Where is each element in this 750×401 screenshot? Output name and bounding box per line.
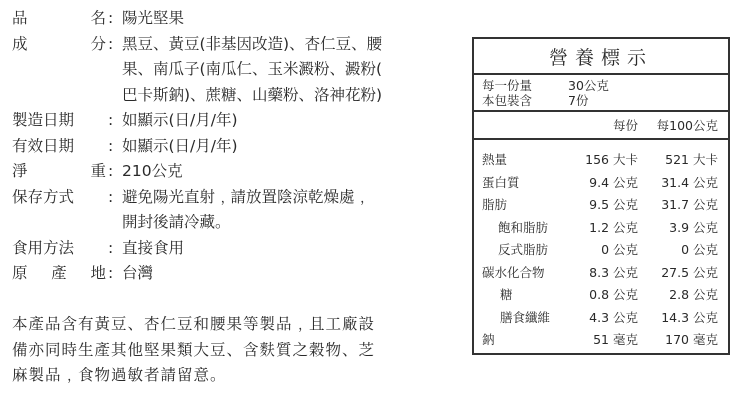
info-value: 黑豆、黃豆(非基因改造)、杏仁豆、腰 xyxy=(122,34,383,53)
nutrition-rows xyxy=(474,140,728,351)
info-label-part: 地 xyxy=(90,264,106,282)
col-per-100g: 每100公克 xyxy=(656,118,718,133)
nutrient-name: 蛋白質 xyxy=(482,174,520,190)
nutrition-panel xyxy=(472,37,730,355)
nutrient-per-100g: 31.4 公克 xyxy=(661,174,718,190)
nutrition-row xyxy=(474,171,728,194)
info-row xyxy=(12,57,452,83)
info-label-part: 產 xyxy=(51,264,67,282)
nutrient-name: 脂肪 xyxy=(482,197,508,213)
info-row xyxy=(12,159,452,185)
info-row xyxy=(12,83,452,109)
servings-per-pack-value: 7份 xyxy=(568,93,589,108)
nutrient-name: 熱量 xyxy=(482,152,508,168)
nutrient-per-100g: 521 大卡 xyxy=(665,152,718,168)
nutrient-name: 膳食纖維 xyxy=(500,309,551,325)
info-label xyxy=(12,159,108,185)
allergen-line: 麻製品﹐食物過敏者請留意。 xyxy=(12,366,227,384)
info-colon: : xyxy=(108,238,114,257)
info-colon: : xyxy=(108,9,114,27)
nutrient-per-100g: 27.5 公克 xyxy=(661,264,718,280)
nutrient-per-100g: 2.8 公克 xyxy=(669,287,718,303)
nutrient-name: 反式脂肪 xyxy=(498,242,549,258)
info-value: 開封後請冷藏。 xyxy=(122,213,231,231)
nutrient-name: 鈉 xyxy=(482,332,495,348)
nutrition-row xyxy=(474,238,728,261)
info-value: 直接食用 xyxy=(122,238,185,257)
info-colon xyxy=(108,210,122,236)
info-label xyxy=(12,185,108,211)
nutrient-per-serving: 0 公克 xyxy=(601,242,638,258)
info-label-part: 有效日期 xyxy=(12,136,75,155)
nutrient-per-serving: 9.4 公克 xyxy=(589,174,638,190)
info-value: 如顯示(日/月/年) xyxy=(122,111,238,129)
nutrition-row xyxy=(474,193,728,216)
info-label xyxy=(12,108,108,134)
info-colon: : xyxy=(108,34,114,53)
info-label xyxy=(12,6,108,32)
info-label-part: 成 xyxy=(12,34,28,53)
nutrition-row xyxy=(474,261,728,284)
info-value: 巴卡斯鈉)、蔗糖、山藥粉、洛神花粉) xyxy=(122,85,383,104)
info-row xyxy=(12,6,452,32)
info-row xyxy=(12,32,452,58)
info-label xyxy=(12,261,108,287)
info-row xyxy=(12,108,452,134)
nutrient-per-serving: 51 毫克 xyxy=(593,332,638,348)
info-value: 避免陽光直射﹐請放置陰涼乾燥處﹐ xyxy=(122,187,371,206)
nutrient-per-100g: 14.3 公克 xyxy=(661,309,718,325)
info-label-part: 重 xyxy=(90,162,106,180)
nutrition-row xyxy=(474,328,728,351)
info-row xyxy=(12,134,452,160)
allergen-line: 本產品含有黃豆、杏仁豆和腰果等製品﹐且工廠設 xyxy=(12,315,376,333)
info-colon: : xyxy=(108,264,114,282)
info-value: 陽光堅果 xyxy=(122,9,185,27)
product-info xyxy=(12,6,452,287)
nutrient-per-serving: 4.3 公克 xyxy=(589,309,638,325)
nutrient-per-serving: 0.8 公克 xyxy=(589,287,638,303)
serving-size-value: 30公克 xyxy=(568,78,609,93)
info-row xyxy=(12,236,452,262)
nutrition-row xyxy=(474,306,728,329)
info-colon: : xyxy=(108,187,114,206)
info-label xyxy=(12,32,108,58)
nutrient-per-100g: 31.7 公克 xyxy=(661,197,718,213)
serving-size-row xyxy=(482,78,720,93)
info-value: 台灣 xyxy=(122,264,154,282)
allergen-line: 備亦同時生產其他堅果類大豆、含麩質之穀物、芝 xyxy=(12,340,376,359)
nutrient-per-100g: 3.9 公克 xyxy=(669,219,718,235)
info-value: 如顯示(日/月/年) xyxy=(122,136,238,155)
col-per-serving: 每份 xyxy=(612,118,638,133)
servings-per-pack-row xyxy=(482,93,720,108)
info-colon: : xyxy=(108,111,114,129)
servings-per-pack-label: 本包裝含 xyxy=(482,93,533,108)
nutrient-name: 糖 xyxy=(500,287,513,303)
info-label-part: 淨 xyxy=(12,162,28,180)
info-row xyxy=(12,261,452,287)
nutrition-row xyxy=(474,148,728,171)
nutrient-per-serving: 8.3 公克 xyxy=(589,264,638,280)
info-label xyxy=(12,83,108,109)
nutrient-per-serving: 9.5 公克 xyxy=(589,197,638,213)
info-colon: : xyxy=(108,162,114,180)
info-value: 果、南瓜子(南瓜仁、玉米澱粉、澱粉( xyxy=(122,60,383,78)
serving-size-label: 每一份量 xyxy=(482,78,533,93)
nutrient-per-serving: 1.2 公克 xyxy=(589,219,638,235)
nutrition-row xyxy=(474,283,728,306)
nutrient-per-serving: 156 大卡 xyxy=(585,152,638,168)
info-label xyxy=(12,210,108,236)
nutrition-column-headers xyxy=(474,112,728,140)
nutrition-row xyxy=(474,216,728,239)
info-label-part: 名 xyxy=(90,9,106,27)
nutrient-per-100g: 170 毫克 xyxy=(665,332,718,348)
info-label-part: 原 xyxy=(12,264,28,282)
info-label xyxy=(12,134,108,160)
info-label-part: 製造日期 xyxy=(12,111,75,129)
info-row xyxy=(12,185,452,211)
info-label xyxy=(12,236,108,262)
info-colon xyxy=(108,83,122,109)
info-label-part: 食用方法 xyxy=(12,238,75,257)
nutrient-name: 飽和脂肪 xyxy=(498,219,549,235)
allergen-notice xyxy=(12,312,452,389)
info-label-part: 保存方式 xyxy=(12,187,75,206)
nutrition-title: 營養標示 xyxy=(474,39,728,75)
serving-info xyxy=(474,75,728,112)
info-row xyxy=(12,210,452,236)
info-value: 210公克 xyxy=(122,162,183,180)
info-label-part: 品 xyxy=(12,9,28,27)
info-colon: : xyxy=(108,136,114,155)
nutrient-name: 碳水化合物 xyxy=(482,264,545,280)
nutrient-per-100g: 0 公克 xyxy=(681,242,718,258)
info-label xyxy=(12,57,108,83)
info-colon xyxy=(108,57,122,83)
info-label-part: 分 xyxy=(90,34,106,53)
